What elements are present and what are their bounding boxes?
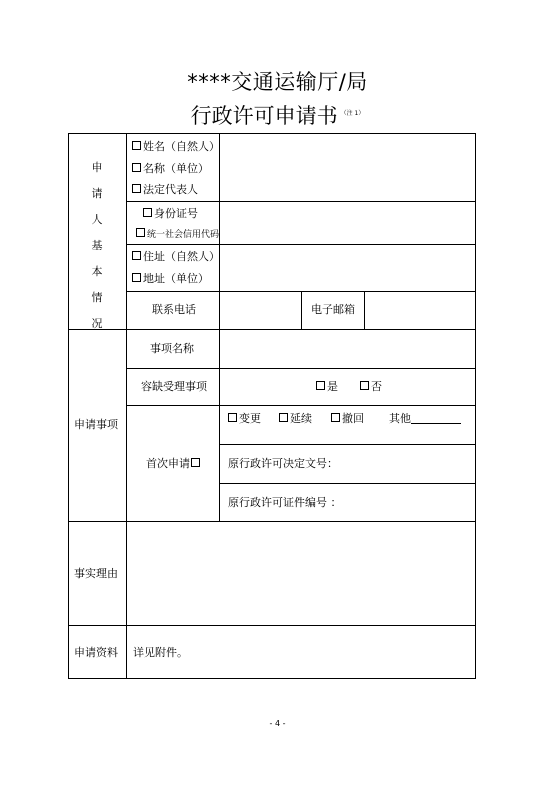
label-char: 本 (91, 265, 103, 278)
label-char: 请 (91, 187, 103, 200)
label-char: 情 (91, 291, 103, 304)
checkbox[interactable] (132, 163, 141, 172)
address-org-option[interactable] (132, 272, 209, 286)
materials-value: 详见附件。 (133, 646, 188, 659)
yes-label: 是 (327, 380, 338, 393)
first-apply-label: 首次申请 (146, 457, 190, 470)
email-field[interactable] (365, 292, 475, 329)
label-char: 人 (91, 213, 103, 226)
page-number: - 4 - (269, 719, 286, 728)
item-name-label: 事项名称 (150, 342, 194, 355)
change-option[interactable] (228, 412, 261, 426)
subtitle-text: 行政许可申请书 (190, 104, 338, 128)
row-divider (219, 444, 476, 445)
email-label: 电子邮箱 (311, 303, 355, 316)
label-char: 况 (91, 317, 103, 330)
applicant-section-label (88, 155, 106, 337)
tolerance-yes-option[interactable] (316, 380, 338, 394)
row-divider (219, 483, 476, 484)
phone-email-divider (301, 291, 302, 329)
table-border-bottom (68, 678, 476, 679)
renew-label: 延续 (290, 412, 312, 425)
phone-label: 联系电话 (152, 303, 196, 316)
other-option[interactable] (389, 412, 461, 426)
label-char: 申 (91, 161, 103, 174)
legal-rep-option[interactable] (132, 183, 198, 197)
other-blank[interactable] (411, 413, 461, 424)
checkbox[interactable] (279, 413, 288, 422)
label-char: 基 (91, 239, 103, 252)
address-org-label: 地址（单位） (143, 272, 209, 285)
checkbox[interactable] (228, 413, 237, 422)
credit-code-label: 统一社会信用代码 (147, 230, 220, 240)
checkbox[interactable] (132, 251, 141, 260)
name-org-option[interactable] (132, 162, 209, 176)
id-number-label: 身份证号 (154, 207, 198, 220)
page-subtitle (0, 100, 555, 130)
matters-section-label: 申请事项 (74, 418, 118, 431)
orig-decision-no-label: 原行政许可决定文号： (228, 457, 338, 470)
name-person-label: 姓名（自然人） (143, 140, 220, 153)
materials-label: 申请资料 (74, 646, 118, 659)
tolerance-label: 容缺受理事项 (141, 380, 207, 393)
first-apply-option[interactable] (146, 457, 202, 471)
tolerance-no-option[interactable] (360, 380, 382, 394)
row-divider (126, 368, 476, 369)
credit-code-option[interactable] (136, 228, 219, 242)
checkbox[interactable] (136, 228, 145, 237)
legal-rep-label: 法定代表人 (143, 183, 198, 196)
table-border-left (68, 133, 69, 679)
withdraw-option[interactable] (331, 412, 364, 426)
name-org-label: 名称（单位） (143, 162, 209, 175)
checkbox[interactable] (360, 381, 369, 390)
checkbox[interactable] (316, 381, 325, 390)
checkbox[interactable] (191, 458, 200, 467)
row-divider (126, 405, 476, 406)
renew-option[interactable] (279, 412, 312, 426)
table-border-right (475, 133, 476, 679)
section-divider (68, 625, 476, 626)
no-label: 否 (371, 380, 382, 393)
checkbox[interactable] (132, 184, 141, 193)
checkbox[interactable] (331, 413, 340, 422)
address-person-label: 住址（自然人） (143, 250, 220, 263)
change-label: 变更 (239, 412, 261, 425)
reason-field[interactable] (127, 522, 475, 625)
page-title: ****交通运输厅/局 (187, 70, 368, 94)
footnote-marker: （注 1） (340, 110, 365, 117)
name-field[interactable] (220, 134, 475, 201)
address-person-option[interactable] (132, 250, 220, 264)
id-number-option[interactable] (143, 207, 198, 221)
reason-label: 事实理由 (74, 567, 118, 580)
orig-cert-no-label: 原行政许可证件编号 ： (228, 496, 342, 509)
checkbox[interactable] (132, 141, 141, 150)
item-name-field[interactable] (220, 330, 475, 368)
name-person-option[interactable] (132, 140, 220, 154)
other-label: 其他 (389, 412, 411, 425)
address-field[interactable] (220, 245, 475, 291)
checkbox[interactable] (143, 208, 152, 217)
id-field[interactable] (220, 202, 475, 244)
checkbox[interactable] (132, 273, 141, 282)
withdraw-label: 撤回 (342, 412, 364, 425)
phone-field[interactable] (220, 292, 301, 329)
application-form-table (68, 133, 476, 679)
